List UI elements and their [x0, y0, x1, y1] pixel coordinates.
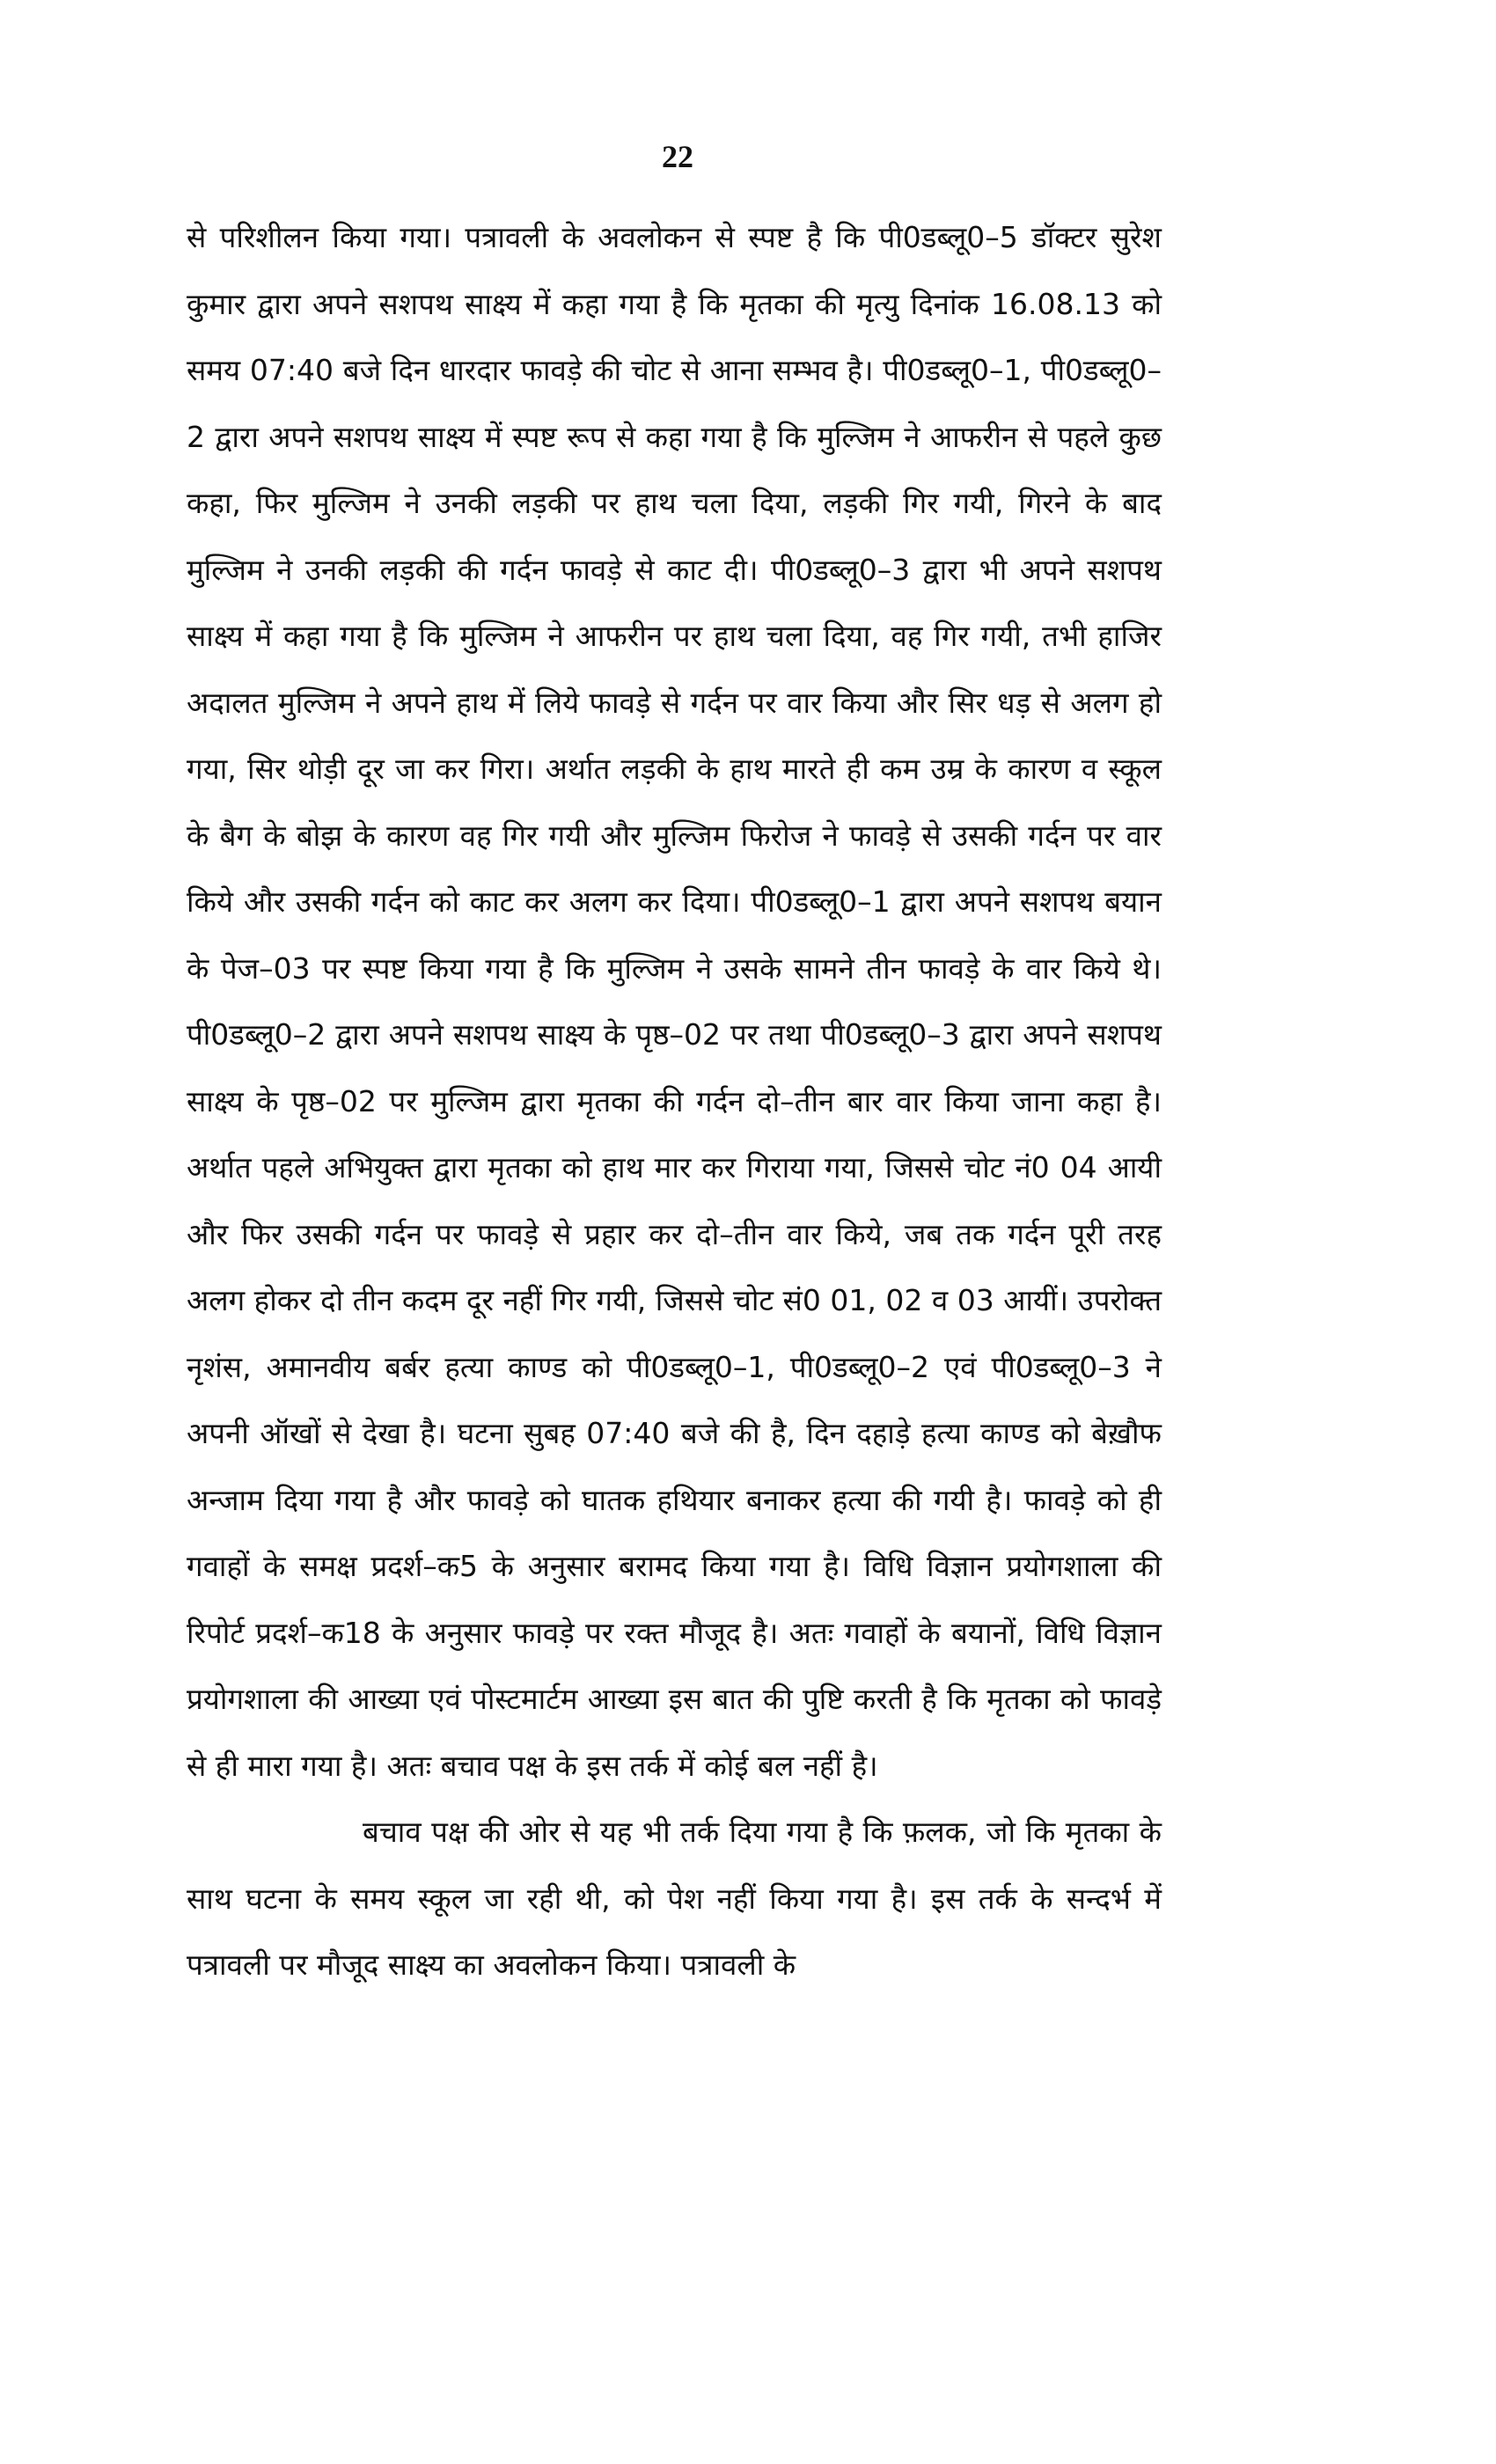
page-number: 22	[662, 139, 693, 174]
document-body	[187, 204, 1162, 1998]
paragraph-defence-argument: बचाव पक्ष की ओर से यह भी तर्क दिया गया है कि फ़लक, जो कि मृतका के साथ घटना के समय स्कूल जा रही थी, को पेश नहीं किया गया है। इस तर्क के सन्दर्भ में पत्रावली पर मौजूद साक्ष्य का अवलोकन किया। पत्रावली के	[187, 1815, 1162, 1982]
paragraph-evidence-analysis: से परिशीलन किया गया। पत्रावली के अवलोकन से स्पष्ट है कि पी0डब्लू0–5 डॉक्टर सुरेश कुमार द्वारा अपने सशपथ साक्ष्य में कहा गया है कि मृतका की मृत्यु दिनांक 16.08.13 को समय 07:40 बजे दिन धारदार फावड़े की चोट से आना सम्भव है। पी0डब्लू0–1, पी0डब्लू0–2 द्वारा अपने सशपथ साक्ष्य में स्पष्ट रूप से कहा गया है कि मुल्जिम ने आफरीन से पहले कुछ कहा, फिर मुल्जिम ने उनकी लड़की पर हाथ चला दिया, लड़की गिर गयी, गिरने के बाद मुल्जिम ने उनकी लड़की की गर्दन फावड़े से काट दी। पी0डब्लू0–3 द्वारा भी अपने सशपथ साक्ष्य में कहा गया है कि मुल्जिम ने आफरीन पर हाथ चला दिया, वह गिर गयी, तभी हाजिर अदालत मुल्जिम ने अपने हाथ में लिये फावड़े से गर्दन पर वार किया और सिर धड़ से अलग हो गया, सिर थोड़ी दूर जा कर गिरा। अर्थात लड़की के हाथ मारते ही कम उम्र के कारण व स्कूल के बैग के बोझ के कारण वह गिर गयी और मुल्जिम फिरोज ने फावड़े से उसकी गर्दन पर वार किये और उसकी गर्दन को काट कर अलग कर दिया। पी0डब्लू0–1 द्वारा अपने सशपथ बयान के पेज–03 पर स्पष्ट किया गया है कि मुल्जिम ने उसके सामने तीन फावड़े के वार किये थे। पी0डब्लू0–2 द्वारा अपने सशपथ साक्ष्य के पृष्ठ–02 पर तथा पी0डब्लू0–3 द्वारा अपने सशपथ साक्ष्य के पृष्ठ–02 पर मुल्जिम द्वारा मृतका की गर्दन दो–तीन बार वार किया जाना कहा है। अर्थात पहले अभियुक्त द्वारा मृतका को हाथ मार कर गिराया गया, जिससे चोट नं0 04 आयी और फिर उसकी गर्दन पर फावड़े से प्रहार कर दो–तीन वार किये, जब तक गर्दन पूरी तरह अलग होकर दो तीन कदम दूर नहीं गिर गयी, जिससे चोट सं0 01, 02 व 03 आयीं। उपरोक्त नृशंस, अमानवीय बर्बर हत्या काण्ड को पी0डब्लू0–1, पी0डब्लू0–2 एवं पी0डब्लू0–3 ने अपनी ऑखों से देखा है। घटना सुबह 07:40 बजे की है, दिन दहाड़े हत्या काण्ड को बेख़ौफ अन्जाम दिया गया है और फावड़े को घातक हथियार बनाकर हत्या की गयी है। फावड़े को ही गवाहों के समक्ष प्रदर्श–क5 के अनुसार बरामद किया गया है। विधि विज्ञान प्रयोगशाला की रिपोर्ट प्रदर्श–क18 के अनुसार फावड़े पर रक्त मौजूद है। अतः गवाहों के बयानों, विधि विज्ञान प्रयोगशाला की आख्या एवं पोस्टमार्टम आख्या इस बात की पुष्टि करती है कि मृतका को फावड़े से ही मारा गया है। अतः बचाव पक्ष के इस तर्क में कोई बल नहीं है।	[187, 220, 1162, 1783]
